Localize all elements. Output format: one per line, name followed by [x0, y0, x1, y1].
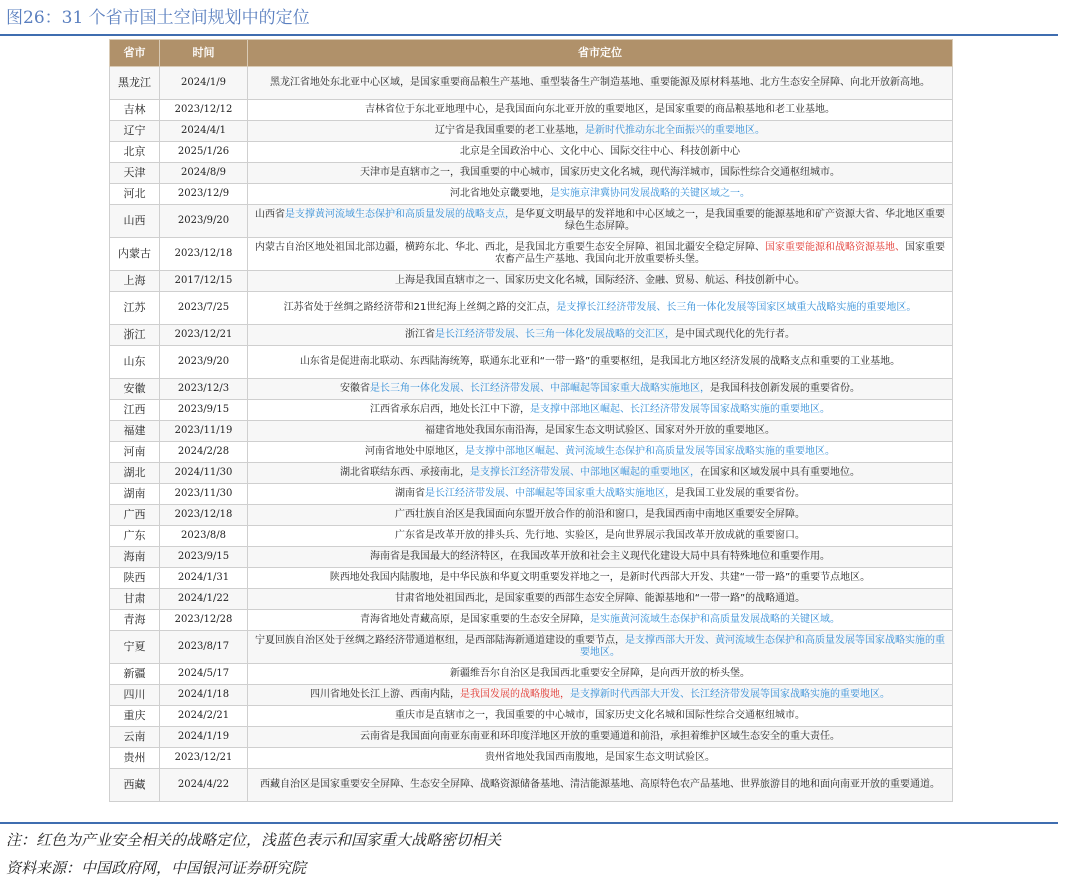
positioning-segment-blue: 是长江经济带发展、中部崛起等国家重大战略实施地区，: [425, 488, 675, 499]
positioning-segment-black: 山西省: [255, 209, 285, 220]
positioning-cell: [248, 142, 953, 163]
positioning-segment-black: 新疆维吾尔自治区是我国西北重要安全屏障，是向西开放的桥头堡。: [450, 668, 750, 679]
figure-title: 图26：31 个省市国土空间规划中的定位: [6, 8, 310, 28]
positioning-segment-black: 是中国式现代化的先行者。: [675, 329, 795, 340]
positioning-cell: [248, 526, 953, 547]
province-cell: 湖南: [110, 484, 160, 505]
table-row: [110, 421, 953, 442]
province-cell: 吉林: [110, 100, 160, 121]
province-cell: 云南: [110, 727, 160, 748]
positioning-cell: [248, 589, 953, 610]
date-cell: 2024/1/19: [160, 727, 248, 748]
table-row: [110, 631, 953, 664]
positioning-cell: [248, 568, 953, 589]
date-cell: 2023/12/28: [160, 610, 248, 631]
positioning-segment-black: 湖南省: [395, 488, 425, 499]
color-note: 注：红色为产业安全相关的战略定位，浅蓝色表示和国家重大战略密切相关: [6, 831, 502, 849]
table-row: [110, 400, 953, 421]
province-cell: 浙江: [110, 325, 160, 346]
positioning-segment-black: 广东省是改革开放的排头兵、先行地、实验区，是向世界展示我国改革开放成就的重要窗口。: [395, 530, 805, 541]
positioning-cell: [248, 325, 953, 346]
province-cell: 北京: [110, 142, 160, 163]
table-row: [110, 547, 953, 568]
province-cell: 江苏: [110, 292, 160, 325]
province-cell: 新疆: [110, 664, 160, 685]
date-cell: 2024/2/21: [160, 706, 248, 727]
province-cell: 江西: [110, 400, 160, 421]
positioning-segment-red: 国家重要能源和战略资源基地、: [765, 242, 905, 253]
positioning-cell: [248, 271, 953, 292]
positioning-segment-blue: 是支撑中部地区崛起、长江经济带发展等国家战略实施的重要地区。: [530, 404, 830, 415]
positioning-cell: [248, 100, 953, 121]
positioning-segment-black: 宁夏回族自治区处于丝绸之路经济带通道枢纽，是西部陆海新通道建设的重要节点，: [255, 635, 625, 646]
positioning-segment-black: 北京是全国政治中心、文化中心、国际交往中心、科技创新中心: [460, 146, 740, 157]
table-row: [110, 271, 953, 292]
table-row: [110, 163, 953, 184]
positioning-segment-blue: 是支撑西部大开发、黄河流域生态保护和高质量发展等国家战略实施的重要地区。: [580, 635, 945, 658]
positioning-segment-black: 在国家和区域发展中具有重要地位。: [700, 467, 860, 478]
date-cell: 2025/1/26: [160, 142, 248, 163]
date-cell: 2024/1/31: [160, 568, 248, 589]
province-cell: 青海: [110, 610, 160, 631]
positioning-segment-black: 湖北省联结东西、承接南北，: [340, 467, 470, 478]
positioning-cell: [248, 421, 953, 442]
table-row: [110, 121, 953, 142]
positioning-cell: [248, 292, 953, 325]
date-cell: 2024/5/17: [160, 664, 248, 685]
table-row: [110, 442, 953, 463]
table-row: [110, 727, 953, 748]
province-cell: 广东: [110, 526, 160, 547]
positioning-cell: [248, 346, 953, 379]
province-cell: 湖北: [110, 463, 160, 484]
positioning-segment-black: 江苏省处于丝绸之路经济带和21世纪海上丝绸之路的交汇点，: [283, 302, 557, 313]
positioning-segment-blue: 是长江经济带发展、长三角一体化发展战略的交汇区，: [435, 329, 675, 340]
positioning-segment-black: 江西省承东启西，地处长江中下游，: [370, 404, 530, 415]
date-cell: 2023/9/15: [160, 400, 248, 421]
province-cell: 甘肃: [110, 589, 160, 610]
table-row: [110, 184, 953, 205]
table-row: [110, 526, 953, 547]
positioning-cell: [248, 505, 953, 526]
date-cell: 2023/11/30: [160, 484, 248, 505]
positioning-segment-black: 是我国工业发展的重要省份。: [675, 488, 805, 499]
province-cell: 陕西: [110, 568, 160, 589]
table-header-row: [110, 40, 953, 67]
date-cell: 2023/12/3: [160, 379, 248, 400]
positioning-cell: [248, 610, 953, 631]
source-note: 资料来源：中国政府网，中国银河证券研究院: [6, 859, 307, 877]
positioning-segment-black: 福建省地处我国东南沿海，是国家生态文明试验区、国家对外开放的重要地区。: [425, 425, 775, 436]
date-cell: 2023/12/18: [160, 238, 248, 271]
positioning-cell: [248, 121, 953, 142]
positioning-segment-black: 内蒙古自治区地处祖国北部边疆，横跨东北、华北、西北，是我国北方重要生态安全屏障、祖国北疆安全稳定屏障、: [255, 242, 765, 253]
positioning-cell: [248, 67, 953, 100]
table-row: [110, 379, 953, 400]
province-cell: 宁夏: [110, 631, 160, 664]
positioning-segment-blue: 是支撑长江经济带发展、长三角一体化发展等国家区域重大战略实施的重要地区。: [556, 302, 917, 313]
positioning-segment-black: 国家重要农畜产品生产基地、我国向北开放重要桥头堡。: [495, 242, 945, 265]
positioning-segment-black: 四川省地处长江上游、西南内陆，: [310, 689, 460, 700]
province-cell: 辽宁: [110, 121, 160, 142]
positioning-cell: [248, 163, 953, 184]
positioning-segment-black: 河北省地处京畿要地，: [450, 188, 550, 199]
province-cell: 福建: [110, 421, 160, 442]
header-positioning: 省市定位: [248, 40, 953, 67]
positioning-cell: [248, 205, 953, 238]
positioning-segment-black: 黑龙江省地处东北亚中心区域，是国家重要商品粮生产基地、重型装备生产制造基地、重要能源及原材料基地、北方生态安全屏障、向北开放新高地。: [270, 77, 930, 88]
province-cell: 四川: [110, 685, 160, 706]
table-row: [110, 685, 953, 706]
positioning-segment-black: 是我国科技创新发展的重要省份。: [710, 383, 860, 394]
positioning-segment-black: 重庆市是直辖市之一，我国重要的中心城市，国家历史文化名城和国际性综合交通枢纽城市。: [395, 710, 805, 721]
positioning-cell: [248, 748, 953, 769]
positioning-cell: [248, 442, 953, 463]
positioning-cell: [248, 547, 953, 568]
top-rule: [0, 34, 1058, 36]
date-cell: 2023/12/21: [160, 325, 248, 346]
positioning-cell: [248, 664, 953, 685]
date-cell: 2023/12/21: [160, 748, 248, 769]
bottom-rule: [0, 822, 1058, 824]
positioning-cell: [248, 727, 953, 748]
province-cell: 河南: [110, 442, 160, 463]
province-cell: 内蒙古: [110, 238, 160, 271]
date-cell: 2023/11/19: [160, 421, 248, 442]
province-cell: 海南: [110, 547, 160, 568]
table-row: [110, 142, 953, 163]
table-row: [110, 706, 953, 727]
table-row: [110, 748, 953, 769]
positioning-cell: [248, 463, 953, 484]
date-cell: 2024/1/9: [160, 67, 248, 100]
positioning-cell: [248, 184, 953, 205]
date-cell: 2023/12/12: [160, 100, 248, 121]
positioning-segment-blue: 是支撑中部地区崛起、黄河流域生态保护和高质量发展等国家战略实施的重要地区。: [465, 446, 835, 457]
positioning-segment-black: 山东省是促进南北联动、东西陆海统筹，联通东北亚和“一带一路”的重要枢纽，是我国北方地区经济发展的战略支点和重要的工业基地。: [299, 356, 901, 367]
province-cell: 广西: [110, 505, 160, 526]
date-cell: 2023/8/17: [160, 631, 248, 664]
date-cell: 2023/8/8: [160, 526, 248, 547]
positioning-segment-blue: 是实施黄河流域生态保护和高质量发展战略的关键区域。: [590, 614, 840, 625]
province-cell: 黑龙江: [110, 67, 160, 100]
table-row: [110, 238, 953, 271]
positioning-cell: [248, 379, 953, 400]
positioning-segment-black: 吉林省位于东北亚地理中心，是我国面向东北亚开放的重要地区，是国家重要的商品粮基地和老工业基地。: [365, 104, 835, 115]
positioning-segment-black: 甘肃省地处祖国西北，是国家重要的西部生态安全屏障、能源基地和“一带一路”的战略通道。: [394, 593, 806, 604]
province-cell: 安徽: [110, 379, 160, 400]
positioning-segment-blue: 是新时代推动东北全面振兴的重要地区。: [585, 125, 765, 136]
date-cell: 2023/12/18: [160, 505, 248, 526]
province-cell: 山东: [110, 346, 160, 379]
table-row: [110, 205, 953, 238]
positioning-cell: [248, 484, 953, 505]
table-row: [110, 589, 953, 610]
province-table: [109, 39, 953, 802]
positioning-segment-black: 是华夏文明最早的发祥地和中心区域之一，是我国重要的能源基地和矿产资源大省、华北地区重要绿色生态屏障。: [515, 209, 945, 232]
header-province: 省市: [110, 40, 160, 67]
table-row: [110, 610, 953, 631]
province-cell: 上海: [110, 271, 160, 292]
positioning-cell: [248, 400, 953, 421]
date-cell: 2024/2/28: [160, 442, 248, 463]
positioning-cell: [248, 685, 953, 706]
positioning-cell: [248, 238, 953, 271]
table-row: [110, 346, 953, 379]
positioning-segment-black: 陕西地处我国内陆腹地，是中华民族和华夏文明重要发祥地之一，是新时代西部大开发、共建“一带一路”的重要节点地区。: [329, 572, 871, 583]
positioning-segment-black: 天津市是直辖市之一，我国重要的中心城市，国家历史文化名城，现代海洋城市，国际性综合交通枢纽城市。: [360, 167, 840, 178]
table-row: [110, 463, 953, 484]
positioning-segment-black: 西藏自治区是国家重要安全屏障、生态安全屏障、战略资源储备基地、清洁能源基地、高原特色农产品基地、世界旅游目的地和面向南亚开放的重要通道。: [260, 779, 940, 790]
table-row: [110, 484, 953, 505]
table-row: [110, 664, 953, 685]
date-cell: 2024/4/22: [160, 769, 248, 802]
date-cell: 2023/7/25: [160, 292, 248, 325]
date-cell: 2023/9/20: [160, 205, 248, 238]
positioning-segment-black: 青海省地处青藏高原，是国家重要的生态安全屏障，: [360, 614, 590, 625]
positioning-segment-black: 海南省是我国最大的经济特区，在我国改革开放和社会主义现代化建设大局中具有特殊地位和重要作用。: [370, 551, 830, 562]
table-row: [110, 769, 953, 802]
province-cell: 重庆: [110, 706, 160, 727]
table-row: [110, 100, 953, 121]
positioning-segment-blue: 是支撑新时代西部大开发、长江经济带发展等国家战略实施的重要地区。: [570, 689, 890, 700]
positioning-segment-blue: 是实施京津冀协同发展战略的关键区域之一。: [550, 188, 750, 199]
table-row: [110, 568, 953, 589]
header-date: 时间: [160, 40, 248, 67]
date-cell: 2024/11/30: [160, 463, 248, 484]
date-cell: 2023/12/9: [160, 184, 248, 205]
province-cell: 山西: [110, 205, 160, 238]
date-cell: 2017/12/15: [160, 271, 248, 292]
positioning-segment-red: 是我国发展的战略腹地，: [460, 689, 570, 700]
date-cell: 2024/4/1: [160, 121, 248, 142]
positioning-segment-black: 浙江省: [405, 329, 435, 340]
positioning-segment-black: 上海是我国直辖市之一、国家历史文化名城，国际经济、金融、贸易、航运、科技创新中心。: [395, 275, 805, 286]
positioning-segment-black: 辽宁省是我国重要的老工业基地，: [435, 125, 585, 136]
positioning-segment-blue: 是支撑黄河流域生态保护和高质量发展的战略支点，: [285, 209, 515, 220]
date-cell: 2024/1/22: [160, 589, 248, 610]
table-row: [110, 325, 953, 346]
positioning-segment-black: 贵州省地处我国西南腹地，是国家生态文明试验区。: [485, 752, 715, 763]
positioning-segment-blue: 是支撑长江经济带发展、中部地区崛起的重要地区，: [470, 467, 700, 478]
date-cell: 2023/9/15: [160, 547, 248, 568]
table-row: [110, 505, 953, 526]
date-cell: 2024/1/18: [160, 685, 248, 706]
positioning-segment-black: 云南省是我国面向南亚东南亚和环印度洋地区开放的重要通道和前沿，承担着维护区域生态安全的重大责任。: [360, 731, 840, 742]
positioning-cell: [248, 631, 953, 664]
table-row: [110, 67, 953, 100]
table-row: [110, 292, 953, 325]
positioning-segment-black: 广西壮族自治区是我国面向东盟开放合作的前沿和窗口，是我国西南中南地区重要安全屏障。: [395, 509, 805, 520]
positioning-cell: [248, 706, 953, 727]
province-cell: 天津: [110, 163, 160, 184]
date-cell: 2023/9/20: [160, 346, 248, 379]
positioning-segment-black: 河南省地处中原地区，: [365, 446, 465, 457]
province-cell: 西藏: [110, 769, 160, 802]
province-cell: 贵州: [110, 748, 160, 769]
positioning-segment-blue: 是长三角一体化发展、长江经济带发展、中部崛起等国家重大战略实施地区，: [370, 383, 710, 394]
positioning-cell: [248, 769, 953, 802]
province-cell: 河北: [110, 184, 160, 205]
date-cell: 2024/8/9: [160, 163, 248, 184]
positioning-segment-black: 安徽省: [340, 383, 370, 394]
